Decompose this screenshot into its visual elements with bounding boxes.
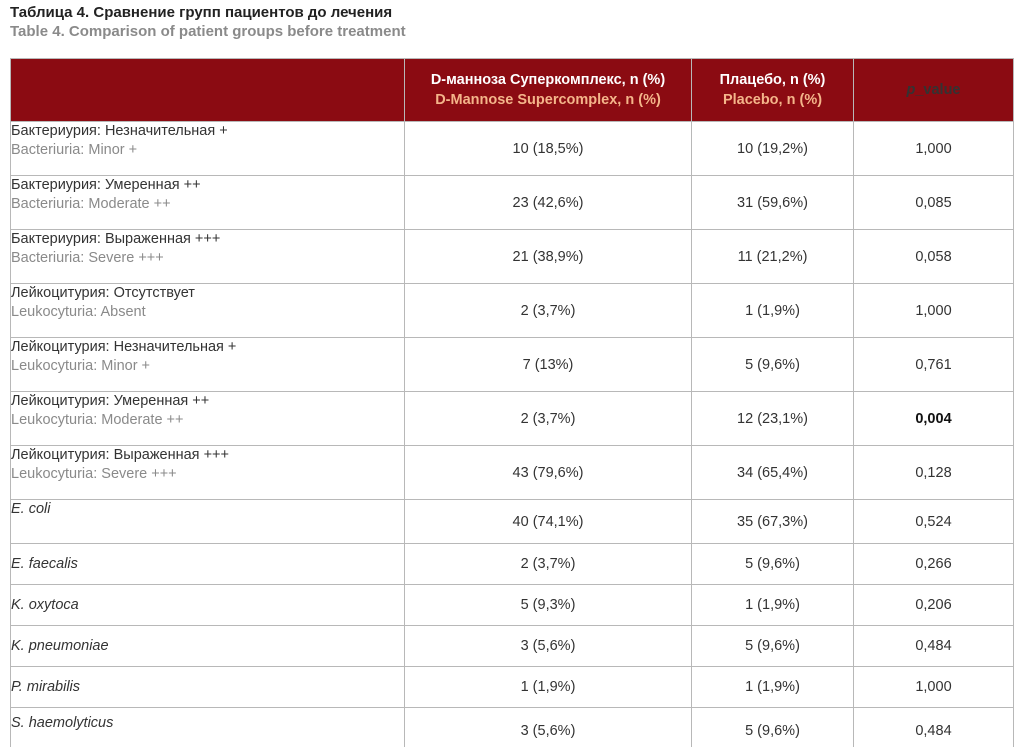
table-row bbox=[11, 708, 1014, 747]
row-label bbox=[11, 230, 405, 284]
cell-p-value: 1,000 bbox=[854, 284, 1014, 338]
table-row bbox=[11, 392, 1014, 446]
row-label bbox=[11, 392, 405, 446]
row-label-ru: Лейкоцитурия: Незначительная + bbox=[11, 339, 237, 355]
table-row bbox=[11, 500, 1014, 544]
header-placebo-ru: Плацебо, n (%) bbox=[719, 72, 826, 88]
table-header-row bbox=[11, 59, 1014, 122]
cell-dmannose: 3 (5,6%) bbox=[405, 626, 692, 667]
cell-placebo: 10 (19,2%) bbox=[692, 122, 854, 176]
cell-dmannose: 43 (79,6%) bbox=[405, 446, 692, 500]
row-label-species: E. faecalis bbox=[11, 544, 405, 585]
cell-dmannose: 21 (38,9%) bbox=[405, 230, 692, 284]
cell-p-value: 0,128 bbox=[854, 446, 1014, 500]
table-row bbox=[11, 585, 1014, 626]
cell-dmannose: 3 (5,6%) bbox=[405, 708, 692, 747]
cell-p-value: 0,085 bbox=[854, 176, 1014, 230]
row-label-ru: Бактериурия: Выраженная +++ bbox=[11, 231, 221, 247]
cell-p-value: 0,761 bbox=[854, 338, 1014, 392]
row-label-species: K. oxytoca bbox=[11, 585, 405, 626]
row-label-en: Bacteriuria: Severe +++ bbox=[11, 250, 164, 266]
cell-placebo: 11 (21,2%) bbox=[692, 230, 854, 284]
cell-p-value: 1,000 bbox=[854, 122, 1014, 176]
header-label-column bbox=[11, 59, 405, 122]
cell-placebo: 34 (65,4%) bbox=[692, 446, 854, 500]
cell-placebo: 1 (1,9%) bbox=[692, 284, 854, 338]
comparison-table bbox=[10, 58, 1014, 747]
cell-dmannose: 40 (74,1%) bbox=[405, 500, 692, 544]
row-label-species: K. pneumoniae bbox=[11, 626, 405, 667]
header-placebo-en: Placebo, n (%) bbox=[722, 92, 823, 108]
table-row bbox=[11, 626, 1014, 667]
cell-p-value: 0,484 bbox=[854, 708, 1014, 747]
table-row bbox=[11, 122, 1014, 176]
table-title-ru: Таблица 4. Сравнение групп пациентов до лечения bbox=[10, 4, 393, 21]
header-dmannose bbox=[405, 59, 692, 122]
row-label bbox=[11, 176, 405, 230]
table-row bbox=[11, 338, 1014, 392]
cell-p-value: 0,058 bbox=[854, 230, 1014, 284]
cell-p-value: 0,484 bbox=[854, 626, 1014, 667]
header-p-value bbox=[854, 59, 1014, 122]
cell-p-value: 0,206 bbox=[854, 585, 1014, 626]
header-p-rest: _value bbox=[915, 82, 961, 98]
cell-p-value: 0,266 bbox=[854, 544, 1014, 585]
row-label bbox=[11, 122, 405, 176]
header-dmannose-en: D-Mannose Supercomplex, n (%) bbox=[435, 92, 661, 108]
row-label-en: Leukocyturia: Absent bbox=[11, 304, 146, 320]
row-label-ru: Лейкоцитурия: Отсутствует bbox=[11, 285, 195, 301]
cell-p-value: 0,524 bbox=[854, 500, 1014, 544]
row-label-species: P. mirabilis bbox=[11, 667, 405, 708]
header-p-letter: p bbox=[906, 82, 916, 98]
cell-dmannose: 10 (18,5%) bbox=[405, 122, 692, 176]
table-row bbox=[11, 176, 1014, 230]
table-row bbox=[11, 230, 1014, 284]
row-label-en: Bacteriuria: Minor + bbox=[11, 142, 138, 158]
cell-placebo: 1 (1,9%) bbox=[692, 667, 854, 708]
row-label-ru: Лейкоцитурия: Выраженная +++ bbox=[11, 447, 229, 463]
table-row bbox=[11, 544, 1014, 585]
cell-placebo: 5 (9,6%) bbox=[692, 708, 854, 747]
cell-dmannose: 2 (3,7%) bbox=[405, 544, 692, 585]
header-placebo bbox=[692, 59, 854, 122]
row-label-en: Leukocyturia: Moderate ++ bbox=[11, 412, 184, 428]
cell-p-value: 1,000 bbox=[854, 667, 1014, 708]
row-label-en: Leukocyturia: Minor + bbox=[11, 358, 151, 374]
header-dmannose-ru: D-манноза Суперкомплекс, n (%) bbox=[430, 72, 666, 88]
cell-placebo: 35 (67,3%) bbox=[692, 500, 854, 544]
cell-dmannose: 1 (1,9%) bbox=[405, 667, 692, 708]
cell-p-value-significant: 0,004 bbox=[854, 392, 1014, 446]
row-label-ru: Лейкоцитурия: Умеренная ++ bbox=[11, 393, 210, 409]
cell-dmannose: 2 (3,7%) bbox=[405, 392, 692, 446]
row-label-ru: Бактериурия: Умеренная ++ bbox=[11, 177, 201, 193]
row-label bbox=[11, 338, 405, 392]
row-label-species: E. coli bbox=[11, 500, 405, 544]
cell-placebo: 1 (1,9%) bbox=[692, 585, 854, 626]
cell-dmannose: 5 (9,3%) bbox=[405, 585, 692, 626]
cell-dmannose: 23 (42,6%) bbox=[405, 176, 692, 230]
cell-placebo: 31 (59,6%) bbox=[692, 176, 854, 230]
table-row bbox=[11, 446, 1014, 500]
table-row bbox=[11, 667, 1014, 708]
cell-placebo: 12 (23,1%) bbox=[692, 392, 854, 446]
cell-placebo: 5 (9,6%) bbox=[692, 626, 854, 667]
row-label-en: Bacteriuria: Moderate ++ bbox=[11, 196, 171, 212]
cell-placebo: 5 (9,6%) bbox=[692, 338, 854, 392]
row-label-species: S. haemolyticus bbox=[11, 708, 405, 747]
row-label-ru: Бактериурия: Незначительная + bbox=[11, 123, 228, 139]
table-row bbox=[11, 284, 1014, 338]
cell-dmannose: 2 (3,7%) bbox=[405, 284, 692, 338]
row-label-en: Leukocyturia: Severe +++ bbox=[11, 466, 177, 482]
row-label bbox=[11, 284, 405, 338]
table-title-en: Table 4. Comparison of patient groups before treatment bbox=[10, 23, 406, 40]
row-label bbox=[11, 446, 405, 500]
cell-dmannose: 7 (13%) bbox=[405, 338, 692, 392]
cell-placebo: 5 (9,6%) bbox=[692, 544, 854, 585]
